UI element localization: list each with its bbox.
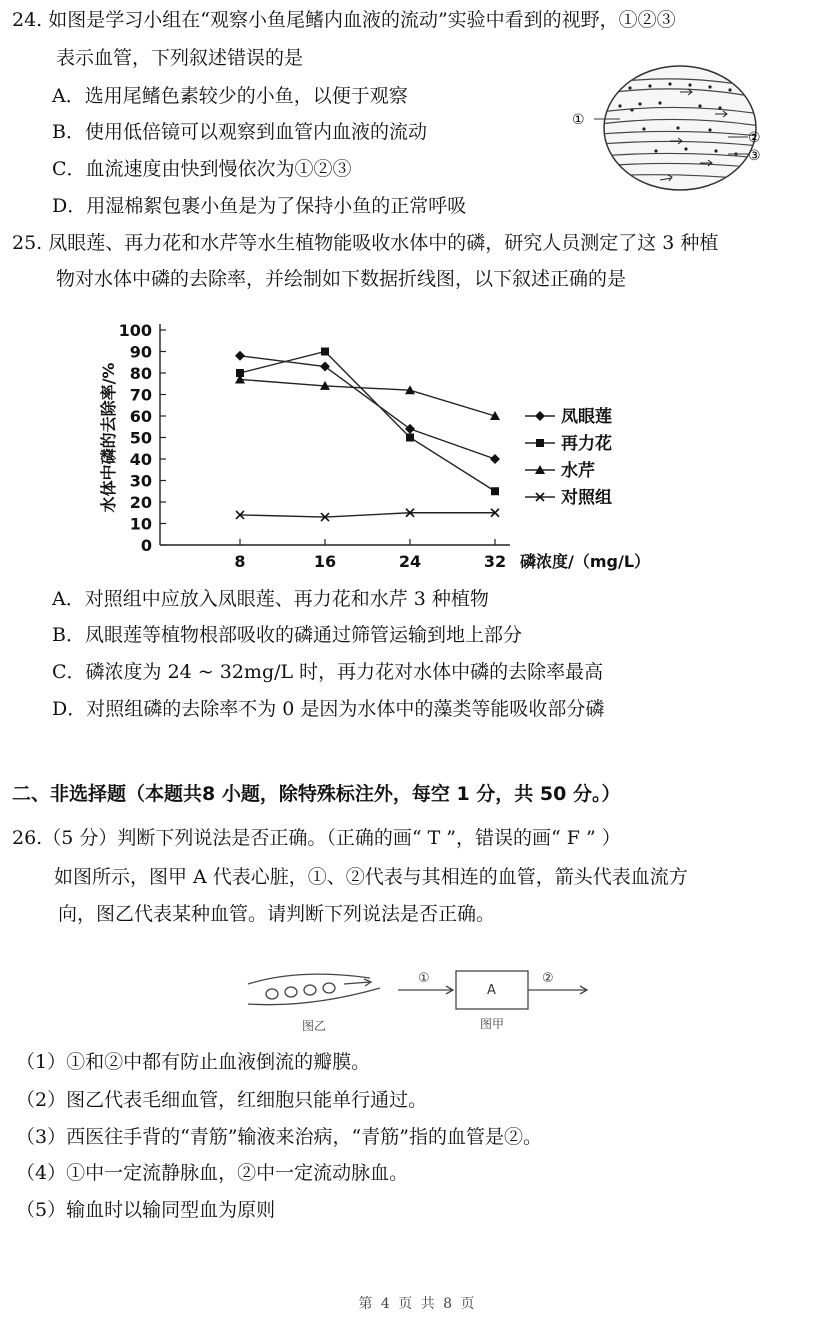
x-tick-label: 8: [234, 552, 246, 571]
data-point: [491, 487, 499, 495]
series-line-2: [240, 352, 495, 492]
legend-label: 对照组: [561, 488, 612, 508]
x-tick-label: 16: [313, 552, 337, 571]
y-tick-label: 60: [129, 407, 152, 426]
legend-label: 水芹: [561, 461, 595, 481]
y-tick-label: 0: [140, 536, 152, 555]
x-axis-label: 磷浓度/（mg/L）: [520, 552, 651, 571]
series-line-1: [240, 356, 495, 459]
q24-option-b: B．使用低倍镜可以观察到血管内血液的流动: [52, 121, 427, 143]
microscope-field: [604, 66, 756, 190]
y-tick-label: 100: [118, 321, 152, 340]
q25-option-a: A．对照组中应放入凤眼莲、再力花和水芹 3 种植物: [52, 588, 489, 610]
y-tick-label: 30: [129, 471, 152, 491]
legend-label: 再力花: [561, 434, 612, 454]
q26-item-4: （4）①中一定流静脉血，②中一定流动脉血。: [16, 1162, 409, 1184]
data-point: [406, 434, 414, 442]
x-tick-label: 32: [483, 552, 507, 571]
capillary-wall-top: [248, 974, 370, 984]
data-point: [235, 351, 245, 361]
label-2: ②: [748, 130, 761, 146]
q25-line-chart: [0, 300, 835, 585]
legend-label: 凤眼莲: [561, 407, 612, 427]
q26-stem-line1: 26.（5 分）判断下列说法是否正确。（正确的画“ T ”，错误的画“ F ” ）: [12, 827, 621, 849]
q26-item-5: （5）输血时以输同型血为原则: [16, 1199, 276, 1221]
y-tick-label: 70: [129, 385, 152, 405]
data-point: [321, 348, 329, 356]
q24-microscope-figure: [560, 62, 785, 192]
q24-option-a: A．选用尾鳍色素较少的小鱼，以便于观察: [52, 85, 408, 107]
q24-stem-line2: 表示血管，下列叙述错误的是: [56, 47, 304, 69]
label-1: ①: [572, 112, 585, 128]
q25-stem-line1: 25. 凤眼莲、再力花和水芹等水生植物能吸收水体中的磷，研究人员测定了这 3 种植: [12, 232, 719, 254]
y-tick-label: 40: [129, 450, 152, 469]
q24-stem-line1: 24. 如图是学习小组在“观察小鱼尾鳍内血液的流动”实验中看到的视野，①②③: [12, 9, 676, 31]
heart-box-label: A: [487, 983, 496, 998]
legend-marker: [535, 411, 545, 421]
chart-marks: [235, 348, 500, 522]
chart-legend: [525, 407, 612, 508]
y-axis-label: 水体中磷的去除率/%: [99, 362, 118, 513]
q25-option-b: B．凤眼莲等植物根部吸收的磷通过筛管运输到地上部分: [52, 624, 522, 646]
y-tick-label: 10: [129, 514, 152, 534]
vessel-2-label: ②: [542, 971, 554, 986]
capillary-arrow: [344, 979, 371, 986]
y-tick-label: 50: [129, 428, 152, 448]
capillary-figure: [248, 974, 380, 1005]
x-tick-label: 24: [398, 552, 422, 571]
page-footer: 第 4 页 共 8 页: [358, 1296, 477, 1312]
q25-option-d: D．对照组磷的去除率不为 0 是因为水体中的藻类等能吸收部分磷: [52, 698, 605, 720]
legend-marker: [536, 439, 544, 447]
q25-option-c: C．磷浓度为 24 ~ 32mg/L 时，再力花对水体中磷的去除率最高: [52, 661, 604, 683]
data-point: [405, 424, 415, 434]
label-yi: 图乙: [302, 1019, 327, 1033]
data-point: [320, 362, 330, 372]
vessel-1-label: ①: [418, 971, 430, 986]
q25-stem-line2: 物对水体中磷的去除率，并绘制如下数据折线图，以下叙述正确的是: [56, 268, 627, 290]
q26-stem-line2: 如图所示，图甲 A 代表心脏，①、②代表与其相连的血管，箭头代表血流方: [54, 866, 688, 888]
y-tick-label: 90: [129, 342, 152, 362]
q26-figure: [240, 962, 600, 1034]
q26-item-1: （1）①和②中都有防止血液倒流的瓣膜。: [16, 1051, 371, 1073]
q26-stem-line3: 向，图乙代表某种血管。请判断下列说法是否正确。: [58, 903, 496, 925]
label-jia: 图甲: [480, 1017, 505, 1031]
label-3: ③: [748, 148, 761, 164]
q26-item-3: （3）西医往手背的“青筋”输液来治病，“青筋”指的血管是②。: [16, 1126, 542, 1148]
data-point: [490, 454, 500, 464]
q24-option-d: D．用湿棉絮包裹小鱼是为了保持小鱼的正常呼吸: [52, 195, 467, 217]
y-tick-label: 80: [129, 364, 152, 383]
section2-heading: 二、非选择题（本题共8 小题，除特殊标注外，每空 1 分，共 50 分。）: [12, 783, 621, 805]
q26-item-2: （2）图乙代表毛细血管，红细胞只能单行通过。: [16, 1089, 428, 1111]
q24-option-c: C．血流速度由快到慢依次为①②③: [52, 158, 352, 180]
series-line-4: [240, 513, 495, 517]
y-tick-label: 20: [129, 493, 152, 512]
